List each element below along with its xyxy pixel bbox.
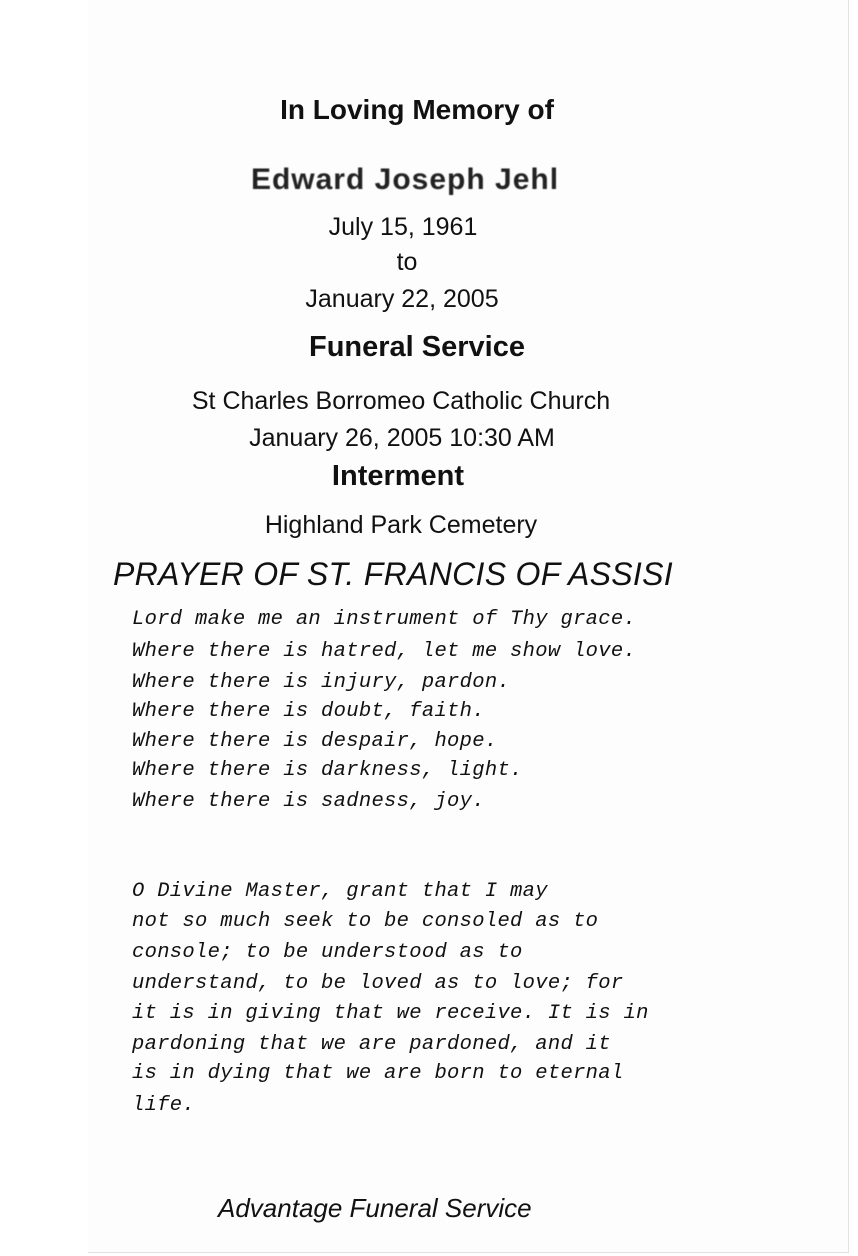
paragraph-line: O Divine Master, grant that I may — [132, 880, 548, 903]
church-name: St Charles Borromeo Catholic Church — [191, 387, 611, 415]
death-date: January 22, 2005 — [305, 285, 499, 313]
prayer-line: Where there is hatred, let me show love. — [132, 640, 637, 663]
prayer-line: Where there is darkness, light. — [132, 759, 523, 782]
prayer-line: Where there is despair, hope. — [132, 730, 498, 753]
paragraph-line: not so much seek to be consoled as to — [132, 910, 599, 933]
paragraph-line: console; to be understood as to — [132, 941, 523, 964]
paragraph-line: life. — [132, 1094, 196, 1117]
service-datetime: January 26, 2005 10:30 AM — [249, 424, 555, 452]
prayer-line: Where there is sadness, joy. — [132, 790, 485, 813]
funeral-service-heading: Funeral Service — [309, 331, 525, 363]
cemetery-name: Highland Park Cemetery — [264, 511, 538, 539]
interment-heading: Interment — [331, 460, 465, 492]
deceased-name: Edward Joseph Jehl — [250, 163, 560, 196]
paragraph-line: is in dying that we are born to eternal — [132, 1062, 624, 1085]
prayer-line: Where there is doubt, faith. — [132, 700, 485, 723]
prayer-line: Where there is injury, pardon. — [132, 671, 511, 694]
paragraph-line: pardoning that we are pardoned, and it — [132, 1033, 611, 1056]
paragraph-line: it is in giving that we receive. It is in — [132, 1002, 649, 1025]
birth-date: July 15, 1961 — [328, 213, 478, 241]
prayer-line: Lord make me an instrument of Thy grace. — [132, 608, 637, 631]
funeral-home-name: Advantage Funeral Service — [218, 1193, 532, 1223]
prayer-title: PRAYER OF ST. FRANCIS OF ASSISI — [113, 556, 673, 592]
date-separator: to — [396, 248, 418, 276]
header-text: In Loving Memory of — [280, 94, 554, 125]
paragraph-line: understand, to be loved as to love; for — [132, 972, 624, 995]
